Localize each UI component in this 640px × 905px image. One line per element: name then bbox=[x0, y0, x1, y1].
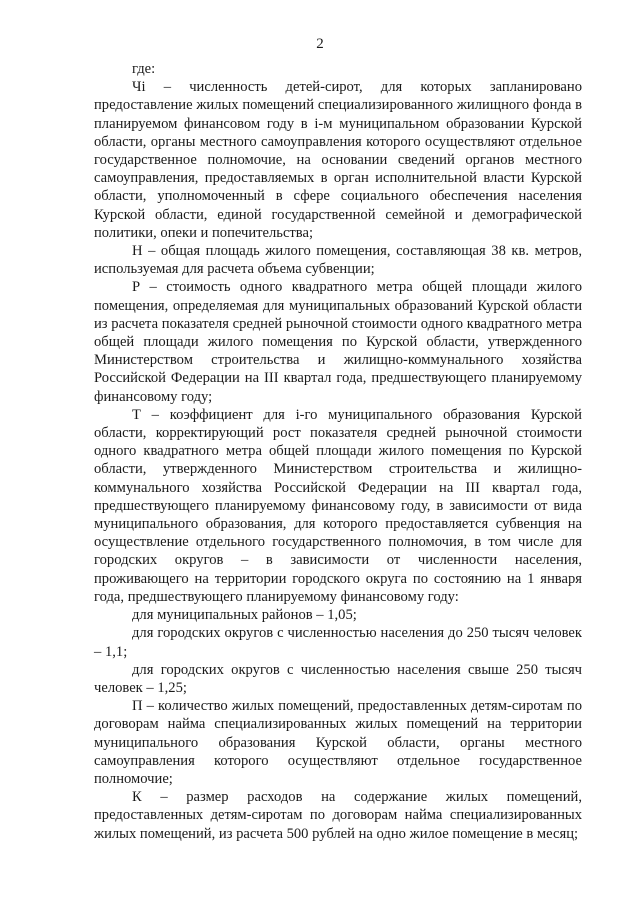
paragraph-cities-over-250k: для городских округов с численностью населения свыше 250 тысяч человек – 1,25; bbox=[94, 661, 582, 696]
paragraph-k-definition: К – размер расходов на содержание жилых помещений, предоставленных детям-сиротам по договорам найма специализированных жилых помещений, из расчета 500 рублей на одно жилое помещение в месяц; bbox=[94, 789, 582, 842]
paragraph-municipal-districts: для муниципальных районов – 1,05; bbox=[132, 607, 357, 624]
paragraph-p-definition: Р – стоимость одного квадратного метра общей площади жилого помещения, определяемая для муниципальных образований Курской области из расчета показателя средней рыночной стоимости одного квадратного метра общей площади жилого помещения по Курской области, утвержденного Министерством строительства и жилищно-коммунального хозяйства Российской Федерации на III квартал года, предшествующего планируемому финансовому году; bbox=[94, 279, 582, 405]
paragraph-t-definition: Т – коэффициент для і-го муниципального образования Курской области, корректирующий рост показателя средней рыночной стоимости одного квадратного метра общей площади жилого помещения по Курской области, утвержденного Министерством строительства и жилищно-коммунального хозяйства Российской Федерации на III квартал года, предшествующего планируемому финансовому году, в зависимости от вида муниципального образования, для которого предоставляется субвенция на осуществление отдельного государственного полномочия, в том числе для городских округов – в зависимости от численности населения, проживающего на территории городского округа по состоянию на 1 января года, предшествующего планируемому финансовому году: bbox=[94, 406, 582, 605]
paragraph-where: где: bbox=[132, 61, 156, 77]
paragraph-cities-under-250k: для городских округов с численностью населения до 250 тысяч человек – 1,1; bbox=[94, 625, 582, 660]
paragraph-pi-definition: П – количество жилых помещений, предоставленных детям-сиротам по договорам найма специализированных жилых помещений на территории муниципального образования Курской области, органы местного самоуправления которого осуществляют отдельное государственное полномочие; bbox=[94, 698, 582, 787]
paragraph-chi-definition: Чі – численность детей-сирот, для которых запланировано предоставление жилых помещений специализированного жилищного фонда в планируемом финансовом году в і-м муниципальном образовании Курской области, органы местного самоуправления которого осуществляют отдельное государственное полномочие, на основании сведений органов местного самоуправления, предоставляемых в орган исполнительной власти Курской области, уполномоченный в сфере социального обеспечения населения Курской области, единой государственной семейной и демографической политики, опеки и попечительства; bbox=[94, 79, 582, 241]
paragraph-h-definition: Н – общая площадь жилого помещения, составляющая 38 кв. метров, используемая для расчета объема субвенции; bbox=[94, 243, 582, 278]
page-number: 2 bbox=[316, 36, 324, 52]
document-body bbox=[94, 60, 582, 843]
